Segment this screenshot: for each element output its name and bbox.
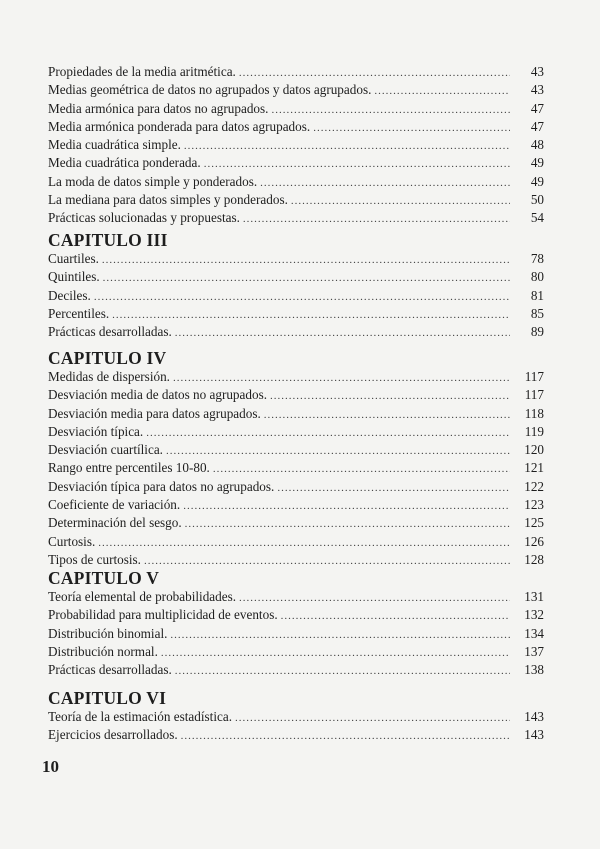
- dot-leader: [170, 626, 510, 644]
- toc-entry: [48, 625, 544, 643]
- dot-leader: [146, 424, 510, 442]
- entry-title: Deciles.: [48, 287, 91, 303]
- toc-entry: [48, 726, 544, 744]
- entry-title: Desviación típica.: [48, 423, 144, 439]
- dot-leader: [374, 82, 510, 100]
- dot-leader: [235, 709, 510, 727]
- entry-title: Prácticas solucionadas y propuestas.: [48, 210, 240, 226]
- dot-leader: [183, 497, 510, 515]
- chapter-heading: CAPITULO IV: [48, 348, 167, 368]
- entry-title: Percentiles.: [48, 305, 110, 321]
- entry-title: Medias geométrica de datos no agrupados y datos agrupados.: [48, 82, 372, 98]
- toc-section: [48, 688, 544, 745]
- toc-section: [48, 348, 544, 569]
- entry-page: 89: [530, 324, 544, 340]
- toc-entry: [48, 588, 544, 606]
- entry-page: 143: [524, 727, 544, 743]
- toc-section: [48, 568, 544, 679]
- entry-page: 85: [530, 305, 544, 321]
- entry-title: Medidas de dispersión.: [48, 369, 170, 384]
- entry-page: 125: [524, 515, 544, 531]
- toc-entry: [48, 287, 544, 305]
- entry-page: 134: [524, 625, 544, 641]
- dot-leader: [239, 64, 510, 82]
- toc-entry: [48, 81, 544, 99]
- entry-title: Tipos de curtosis.: [48, 551, 141, 567]
- toc-entry: [48, 173, 544, 191]
- toc-entry: [48, 643, 544, 661]
- entry-title: Prácticas desarrolladas.: [48, 662, 172, 678]
- entry-title: Propiedades de la media aritmética.: [48, 64, 236, 79]
- dot-leader: [102, 251, 510, 269]
- toc-entry: [48, 154, 544, 172]
- entry-page: 43: [530, 64, 544, 79]
- entry-page: 117: [524, 387, 544, 403]
- toc-entry: [48, 100, 544, 118]
- entry-page: 80: [530, 269, 544, 285]
- entry-title: Teoría de la estimación estadística.: [48, 709, 232, 724]
- dot-leader: [277, 479, 510, 497]
- entry-title: Desviación media de datos no agrupados.: [48, 387, 267, 403]
- entry-page: 47: [530, 100, 544, 116]
- dot-leader: [239, 589, 510, 607]
- entry-page: 126: [524, 533, 544, 549]
- entry-title: La moda de datos simple y ponderados.: [48, 173, 258, 189]
- entry-page: 119: [524, 423, 544, 439]
- entry-page: 43: [530, 82, 544, 98]
- entry-title: Media cuadrática ponderada.: [48, 155, 201, 171]
- dot-leader: [313, 119, 510, 137]
- dot-leader: [173, 369, 510, 387]
- entry-page: 118: [524, 405, 544, 421]
- entry-page: 78: [530, 251, 544, 266]
- dot-leader: [112, 306, 510, 324]
- toc-entry: [48, 606, 544, 624]
- entry-title: Prácticas desarrolladas.: [48, 324, 172, 340]
- toc-entry: [48, 386, 544, 404]
- entry-title: Ejercicios desarrollados.: [48, 727, 178, 743]
- toc-entry: [48, 305, 544, 323]
- entry-page: 120: [524, 442, 544, 458]
- dot-leader: [260, 174, 510, 192]
- entry-title: Probabilidad para multiplicidad de eventos.: [48, 607, 278, 623]
- dot-leader: [213, 460, 510, 478]
- dot-leader: [184, 137, 510, 155]
- entry-page: 128: [524, 551, 544, 567]
- entry-title: Cuartiles.: [48, 251, 99, 266]
- entry-page: 122: [524, 478, 544, 494]
- toc-entry: [48, 268, 544, 286]
- toc-entry: [48, 533, 544, 551]
- entry-title: Rango entre percentiles 10-80.: [48, 460, 210, 476]
- toc-entry: [48, 136, 544, 154]
- toc-entry: [48, 323, 544, 341]
- toc-entry: [48, 708, 544, 726]
- entry-title: Distribución normal.: [48, 643, 158, 659]
- entry-title: Teoría elemental de probabilidades.: [48, 589, 237, 604]
- toc-entry: [48, 250, 544, 268]
- dot-leader: [264, 406, 510, 424]
- toc-entry: [48, 661, 544, 679]
- entry-page: 121: [524, 460, 544, 476]
- chapter-heading: CAPITULO V: [48, 568, 160, 588]
- toc-entry: [48, 405, 544, 423]
- dot-leader: [291, 192, 510, 210]
- entry-title: Media armónica ponderada para datos agrupados.: [48, 118, 311, 134]
- entry-page: 81: [530, 287, 544, 303]
- entry-title: Desviación típica para datos no agrupados.: [48, 478, 275, 494]
- toc-entry: [48, 209, 544, 227]
- dot-leader: [161, 644, 510, 662]
- entry-title: Distribución binomial.: [48, 625, 168, 641]
- dot-leader: [270, 387, 510, 405]
- entry-page: 49: [530, 173, 544, 189]
- entry-page: 54: [530, 210, 544, 226]
- entry-page: 47: [530, 118, 544, 134]
- dot-leader: [175, 324, 510, 342]
- entry-page: 117: [524, 369, 544, 384]
- entry-page: 49: [530, 155, 544, 171]
- toc-section: [48, 230, 544, 341]
- entry-page: 48: [530, 137, 544, 153]
- entry-title: Media cuadrática simple.: [48, 137, 181, 153]
- toc-section: [48, 63, 544, 228]
- dot-leader: [185, 515, 510, 533]
- dot-leader: [98, 534, 510, 552]
- entry-title: Quintiles.: [48, 269, 100, 285]
- toc-entry: [48, 478, 544, 496]
- chapter-heading: CAPITULO VI: [48, 688, 167, 708]
- toc-entry: [48, 368, 544, 386]
- page-number: 10: [42, 757, 59, 776]
- entry-page: 143: [524, 709, 544, 724]
- entry-title: Determinación del sesgo.: [48, 515, 182, 531]
- chapter-heading: CAPITULO III: [48, 230, 168, 250]
- entry-title: Media armónica para datos no agrupados.: [48, 100, 269, 116]
- dot-leader: [166, 442, 510, 460]
- entry-title: Desviación cuartílica.: [48, 442, 163, 458]
- dot-leader: [243, 210, 510, 228]
- entry-page: 138: [524, 662, 544, 678]
- toc-entry: [48, 423, 544, 441]
- toc-entry: [48, 191, 544, 209]
- dot-leader: [94, 288, 510, 306]
- entry-page: 50: [530, 192, 544, 208]
- toc-entry: [48, 514, 544, 532]
- dot-leader: [281, 607, 510, 625]
- toc-entry: [48, 496, 544, 514]
- dot-leader: [204, 155, 510, 173]
- dot-leader: [103, 269, 510, 287]
- toc-entry: [48, 63, 544, 81]
- entry-title: La mediana para datos simples y ponderados.: [48, 192, 288, 208]
- dot-leader: [181, 727, 510, 745]
- dot-leader: [175, 662, 510, 680]
- entry-page: 131: [524, 589, 544, 604]
- entry-title: Curtosis.: [48, 533, 96, 549]
- entry-page: 132: [524, 607, 544, 623]
- entry-title: Coeficiente de variación.: [48, 497, 181, 513]
- toc-entry: [48, 459, 544, 477]
- toc-entry: [48, 441, 544, 459]
- entry-page: 137: [524, 643, 544, 659]
- entry-title: Desviación media para datos agrupados.: [48, 405, 261, 421]
- toc-entry: [48, 551, 544, 569]
- dot-leader: [271, 101, 510, 119]
- toc-entry: [48, 118, 544, 136]
- entry-page: 123: [524, 497, 544, 513]
